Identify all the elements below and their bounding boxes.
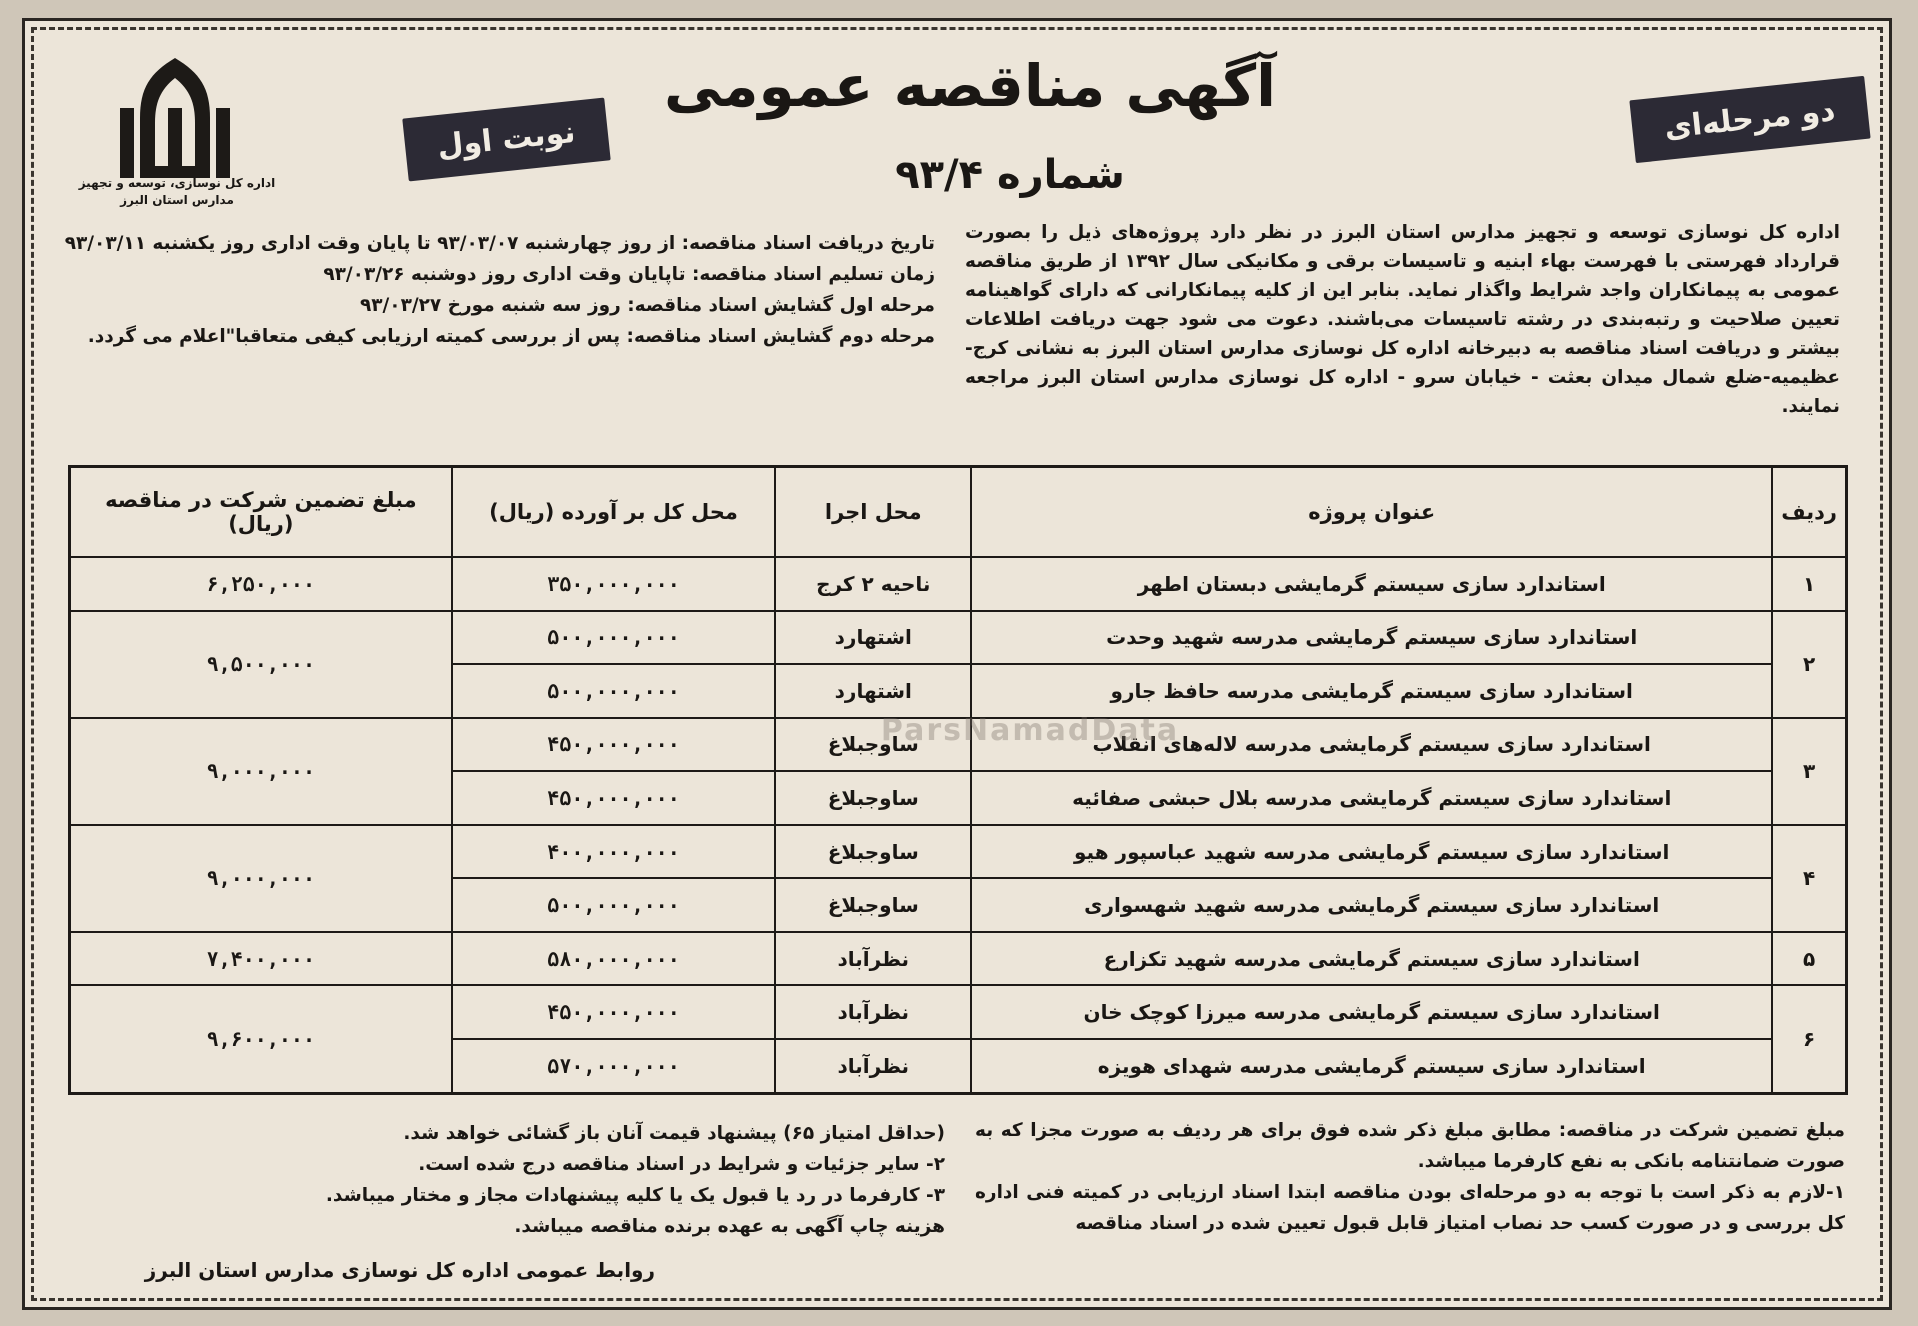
project-title-cell: استاندارد سازی سیستم گرمایشی مدرسه شهید تکزارع: [971, 932, 1772, 986]
location-cell: ساوجبلاغ: [775, 878, 971, 932]
location-cell: اشتهارد: [775, 611, 971, 665]
watermark: ParsNamadData: [880, 713, 1180, 748]
table-row: [70, 557, 1847, 611]
row-number-cell: ۱: [1772, 557, 1846, 611]
header-row-number: ردیف: [1772, 467, 1846, 558]
projects-table: [68, 465, 1848, 1095]
guarantee-cell: ۶,۲۵۰,۰۰۰: [70, 557, 452, 611]
header-guarantee: مبلغ تضمین شرکت در مناقصه (ریال): [70, 467, 452, 558]
note-item-1: ۱-لازم به ذکر است با توجه به دو مرحله‌ای بودن مناقصه ابتدا اسناد ارزیابی در کمیته فنی اداره کل بررسی و در صورت کسب حد نصاب امتیاز قابل قبول تعیین شده در اسناد مناقصه: [975, 1182, 1845, 1234]
footer-signature: روابط عمومی اداره کل نوسازی مدارس استان البرز: [144, 1258, 655, 1282]
estimate-cell: ۴۵۰,۰۰۰,۰۰۰: [452, 718, 776, 772]
row-number-cell: ۵: [1772, 932, 1846, 986]
badge-first-round: نوبت اول: [402, 98, 610, 182]
header-project-title: عنوان پروژه: [971, 467, 1772, 558]
row-number-cell: ۳: [1772, 718, 1846, 825]
badge-two-stage: دو مرحله‌ای: [1629, 76, 1870, 163]
row-number-cell: ۴: [1772, 825, 1846, 932]
note-line-2: ۲- سایر جزئیات و شرایط در اسناد مناقصه درج شده است.: [418, 1154, 945, 1175]
location-cell: ساوجبلاغ: [775, 718, 971, 772]
row-number-cell: ۲: [1772, 611, 1846, 718]
estimate-cell: ۴۵۰,۰۰۰,۰۰۰: [452, 771, 776, 825]
project-title-cell: استاندارد سازی سیستم گرمایشی مدرسه حافظ جارو: [971, 664, 1772, 718]
project-title-cell: استاندارد سازی سیستم گرمایشی مدرسه لاله‌های انقلاب: [971, 718, 1772, 772]
notes-block: [55, 1118, 945, 1242]
estimate-cell: ۵۸۰,۰۰۰,۰۰۰: [452, 932, 776, 986]
project-title-cell: استاندارد سازی سیستم گرمایشی مدرسه شهدای هویزه: [971, 1039, 1772, 1094]
note-line-4: هزینه چاپ آگهی به عهده برنده مناقصه میباشد.: [514, 1216, 945, 1237]
guarantee-note-text: مطابق مبلغ ذکر شده فوق برای هر ردیف به صورت مجزا که به صورت ضمانتنامه بانکی به نفع کارفرما میباشد.: [975, 1120, 1845, 1172]
tender-number: شماره ۹۳/۴: [895, 152, 1125, 198]
logo-caption: اداره کل نوسازی، توسعه و تجهیز مدارس استان البرز: [78, 176, 276, 207]
estimate-cell: ۵۷۰,۰۰۰,۰۰۰: [452, 1039, 776, 1094]
date-open-1: مرحله اول گشایش اسناد مناقصه: روز سه شنبه مورخ ۹۳/۰۳/۲۷: [359, 295, 935, 316]
location-cell: اشتهارد: [775, 664, 971, 718]
header-estimate: محل کل بر آورده (ریال): [452, 467, 776, 558]
estimate-cell: ۳۵۰,۰۰۰,۰۰۰: [452, 557, 776, 611]
project-title-cell: استاندارد سازی سیستم گرمایشی مدرسه شهید وحدت: [971, 611, 1772, 665]
project-title-cell: استاندارد سازی سیستم گرمایشی مدرسه میرزا کوچک خان: [971, 985, 1772, 1039]
project-title-cell: استاندارد سازی سیستم گرمایشی مدرسه بلال حبشی صفائیه: [971, 771, 1772, 825]
intro-paragraph: اداره کل نوسازی توسعه و تجهیز مدارس استان البرز در نظر دارد پروژه‌های ذیل را بصورت قرارداد فهرستی با فهرست بهاء ابنیه و تاسیسات برقی و مکانیکی سال ۱۳۹۲ از طریق مناقصه عمومی به پیمانکاران واجد شرایط واگذار نماید. بنابر این از کلیه پیمانکارانی که دارای گواهینامه تعیین صلاحیت و رتبه‌بندی در رشته تاسیسات می‌باشند. دعوت می شود جهت دریافت اطلاعات بیشتر و دریافت اسناد مناقصه به دبیرخانه اداره کل نوسازی مدارس استان البرز به نشانی کرج-عظیمیه-ضلع شمال میدان بعثت - خیابان سرو - اداره کل نوسازی مدارس استان البرز مراجعه نمایند.: [965, 222, 1840, 417]
note-line-3: ۳- کارفرما در رد یا قبول یک یا کلیه پیشنهادات مجاز و مختار میباشد.: [325, 1185, 945, 1206]
estimate-cell: ۵۰۰,۰۰۰,۰۰۰: [452, 664, 776, 718]
table-row: [70, 611, 1847, 665]
estimate-cell: ۵۰۰,۰۰۰,۰۰۰: [452, 611, 776, 665]
table-row: [70, 985, 1847, 1039]
guarantee-cell: ۹,۰۰۰,۰۰۰: [70, 718, 452, 825]
date-submit: زمان تسلیم اسناد مناقصه: تاپایان وقت اداری روز دوشنبه ۹۳/۰۳/۲۶: [323, 264, 935, 285]
guarantee-cell: ۹,۶۰۰,۰۰۰: [70, 985, 452, 1093]
project-title-cell: استاندارد سازی سیستم گرمایشی دبستان اطهر: [971, 557, 1772, 611]
estimate-cell: ۴۰۰,۰۰۰,۰۰۰: [452, 825, 776, 879]
header-location: محل اجرا: [775, 467, 971, 558]
table-row: [70, 932, 1847, 986]
location-cell: ناحیه ۲ کرج: [775, 557, 971, 611]
row-number-cell: ۶: [1772, 985, 1846, 1093]
location-cell: نظرآباد: [775, 1039, 971, 1094]
dates-block: [55, 228, 935, 352]
guarantee-note-label: مبلغ تضمین شرکت در مناقصه:: [1558, 1120, 1845, 1141]
table-header-row: [70, 467, 1847, 558]
date-receive: تاریخ دریافت اسناد مناقصه: از روز چهارشنبه ۹۳/۰۳/۰۷ تا پایان وقت اداری روز یکشنبه ۹۳/۰۳/۱۱: [64, 233, 935, 254]
page-title: آگهی مناقصه عمومی: [663, 52, 1277, 120]
guarantee-cell: ۹,۵۰۰,۰۰۰: [70, 611, 452, 718]
location-cell: نظرآباد: [775, 985, 971, 1039]
guarantee-cell: ۹,۰۰۰,۰۰۰: [70, 825, 452, 932]
note-line-1: (حداقل امتیاز ۶۵) پیشنهاد قیمت آنان باز گشائی خواهد شد.: [403, 1123, 945, 1144]
date-open-2: مرحله دوم گشایش اسناد مناقصه: پس از بررسی کمیته ارزیابی کیفی متعاقبا"اعلام می گردد.: [87, 326, 935, 347]
estimate-cell: ۵۰۰,۰۰۰,۰۰۰: [452, 878, 776, 932]
guarantee-note: [975, 1115, 1845, 1239]
estimate-cell: ۴۵۰,۰۰۰,۰۰۰: [452, 985, 776, 1039]
projects-body: [70, 557, 1847, 1094]
table-row: [70, 825, 1847, 879]
guarantee-cell: ۷,۴۰۰,۰۰۰: [70, 932, 452, 986]
location-cell: ساوجبلاغ: [775, 825, 971, 879]
location-cell: نظرآباد: [775, 932, 971, 986]
location-cell: ساوجبلاغ: [775, 771, 971, 825]
project-title-cell: استاندارد سازی سیستم گرمایشی مدرسه شهید شهسواری: [971, 878, 1772, 932]
project-title-cell: استاندارد سازی سیستم گرمایشی مدرسه شهید عباسپور هیو: [971, 825, 1772, 879]
